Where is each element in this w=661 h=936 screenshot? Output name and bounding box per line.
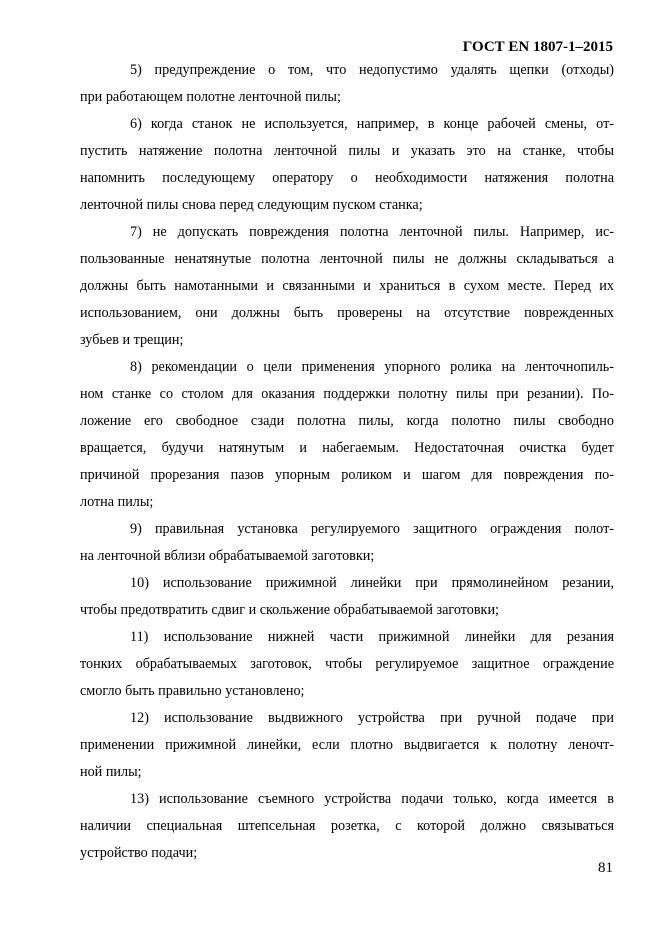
text-line: должны быть намотанными и связанными и храниться в сухом месте. Перед их	[80, 278, 614, 294]
page-number: 81	[598, 860, 613, 876]
text-line: устройство подачи;	[80, 845, 198, 861]
text-line: зубьев и трещин;	[80, 332, 184, 348]
text-line: вращается, будучи натянутым и набегаемым. Недостаточная очистка будет	[80, 440, 614, 456]
text-line: ной пилы;	[80, 764, 142, 780]
text-line: 13) использование съемного устройства подачи только, когда имеется в	[130, 791, 614, 807]
text-line: использованием, они должны быть проверены на отсутствие поврежденных	[80, 305, 614, 321]
text-line: на ленточной вблизи обрабатываемой заготовки;	[80, 548, 375, 564]
text-line: напомнить последующему оператору о необходимости натяжения полотна	[80, 170, 614, 186]
text-line: смогло быть правильно установлено;	[80, 683, 305, 699]
paragraph	[80, 705, 614, 786]
document-code-header: ГОСТ EN 1807-1–2015	[462, 39, 613, 55]
text-line: 6) когда станок не используется, например, в конце рабочей смены, от-	[130, 116, 614, 132]
paragraph	[80, 624, 614, 705]
document-body	[80, 57, 614, 867]
text-line: причиной прорезания пазов упорным роликом и шагом для повреждения по-	[80, 467, 614, 483]
text-line: 11) использование нижней части прижимной линейки для резания	[130, 629, 614, 645]
text-line: чтобы предотвратить сдвиг и скольжение обрабатываемой заготовки;	[80, 602, 499, 618]
paragraph	[80, 354, 614, 516]
text-line: при работающем полотне ленточной пилы;	[80, 89, 341, 105]
text-line: применении прижимной линейки, если плотно выдвигается к полотну леночт-	[80, 737, 614, 753]
text-line: 9) правильная установка регулируемого защитного ограждения полот-	[130, 521, 614, 537]
paragraph	[80, 111, 614, 219]
paragraph	[80, 516, 614, 570]
text-line: лотна пилы;	[80, 494, 154, 510]
text-line: тонких обрабатываемых заготовок, чтобы регулируемое защитное ограждение	[80, 656, 614, 672]
text-line: 5) предупреждение о том, что недопустимо удалять щепки (отходы)	[130, 62, 614, 78]
text-line: 8) рекомендации о цели применения упорного ролика на ленточнопиль-	[130, 359, 614, 375]
text-line: ном станке со столом для оказания поддержки полотну пилы при резании). По-	[80, 386, 614, 402]
text-line: наличии специальная штепсельная розетка, с которой должно связываться	[80, 818, 614, 834]
text-line: ленточной пилы снова перед следующим пуском станка;	[80, 197, 423, 213]
paragraph	[80, 786, 614, 867]
text-line: пустить натяжение полотна ленточной пилы и указать это на станке, чтобы	[80, 143, 614, 159]
paragraph	[80, 219, 614, 354]
text-line: пользованные ненатянутые полотна ленточной пилы не должны складываться а	[80, 251, 614, 267]
text-line: ложение его свободное сзади полотна пилы, когда полотно пилы свободно	[80, 413, 614, 429]
text-line: 10) использование прижимной линейки при прямолинейном резании,	[130, 575, 614, 591]
paragraph	[80, 570, 614, 624]
text-line: 7) не допускать повреждения полотна ленточной пилы. Например, ис-	[130, 224, 614, 240]
paragraph	[80, 57, 614, 111]
text-line: 12) использование выдвижного устройства при ручной подаче при	[130, 710, 614, 726]
